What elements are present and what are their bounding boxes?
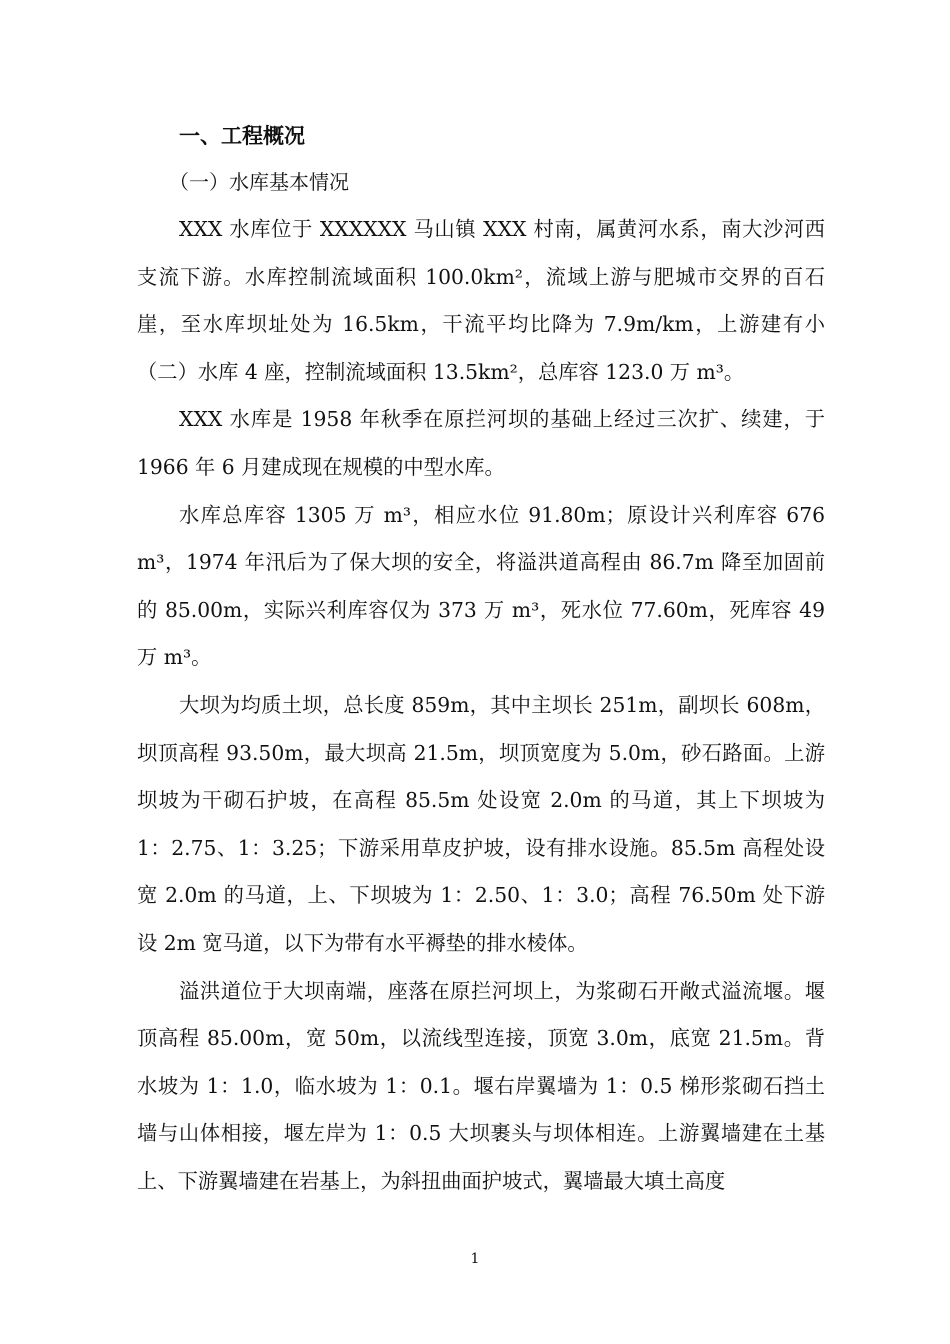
- section-heading: 一、工程概况: [179, 123, 305, 148]
- paragraph-history: XXX 水库是 1958 年秋季在原拦河坝的基础上经过三次扩、续建，于 1966 年 6 月建成现在规模的中型水库。: [137, 407, 825, 479]
- subsection-heading: （一）水库基本情况: [169, 170, 349, 194]
- paragraph-capacity: 水库总库容 1305 万 m³，相应水位 91.80m；原设计兴利库容 676 m³，1974 年汛后为了保大坝的安全，将溢洪道高程由 86.7m 降至加固前的 85.00m，实际兴利库容仅为 373 万 m³，死水位 77.60m，死库容 49 万 m³。: [137, 502, 825, 670]
- paragraph-location: XXX 水库位于 XXXXXX 马山镇 XXX 村南，属黄河水系，南大沙河西支流下游。水库控制流域面积 100.0km²，流域上游与肥城市交界的百石崖，至水库坝址处为 16.5km，干流平均比降为 7.9m/km，上游建有小（二）水库 4 座，控制流域面积 13.5km²，总库容 123.0 万 m³。: [137, 217, 825, 384]
- paragraph-spillway: 溢洪道位于大坝南端，座落在原拦河坝上，为浆砌石开敞式溢流堰。堰顶高程 85.00m，宽 50m，以流线型连接，顶宽 3.0m，底宽 21.5m。背水坡为 1：1.0，临水坡为 1：0.1。堰右岸翼墙为 1：0.5 梯形浆砌石挡土墙与山体相接，堰左岸为 1：0.5 大坝裹头与坝体相连。上游翼墙建在土基上、下游翼墙建在岩基上，为斜扭曲面护坡式，翼墙最大填土高度: [137, 978, 825, 1193]
- page-number: 1: [470, 1251, 480, 1267]
- paragraph-dam: 大坝为均质土坝，总长度 859m，其中主坝长 251m，副坝长 608m，坝顶高程 93.50m，最大坝高 21.5m，坝顶宽度为 5.0m，砂石路面。上游坝坡为干砌石护坡，在高程 85.5m 处设宽 2.0m 的马道，其上下坝坡为 1：2.75、1：3.25；下游采用草皮护坡，设有排水设施。85.5m 高程处设宽 2.0m 的马道，上、下坝坡为 1：2.50、1：3.0；高程 76.50m 处下游设 2m 宽马道，以下为带有水平褥垫的排水棱体。: [137, 692, 825, 955]
- document-body: [137, 112, 825, 1205]
